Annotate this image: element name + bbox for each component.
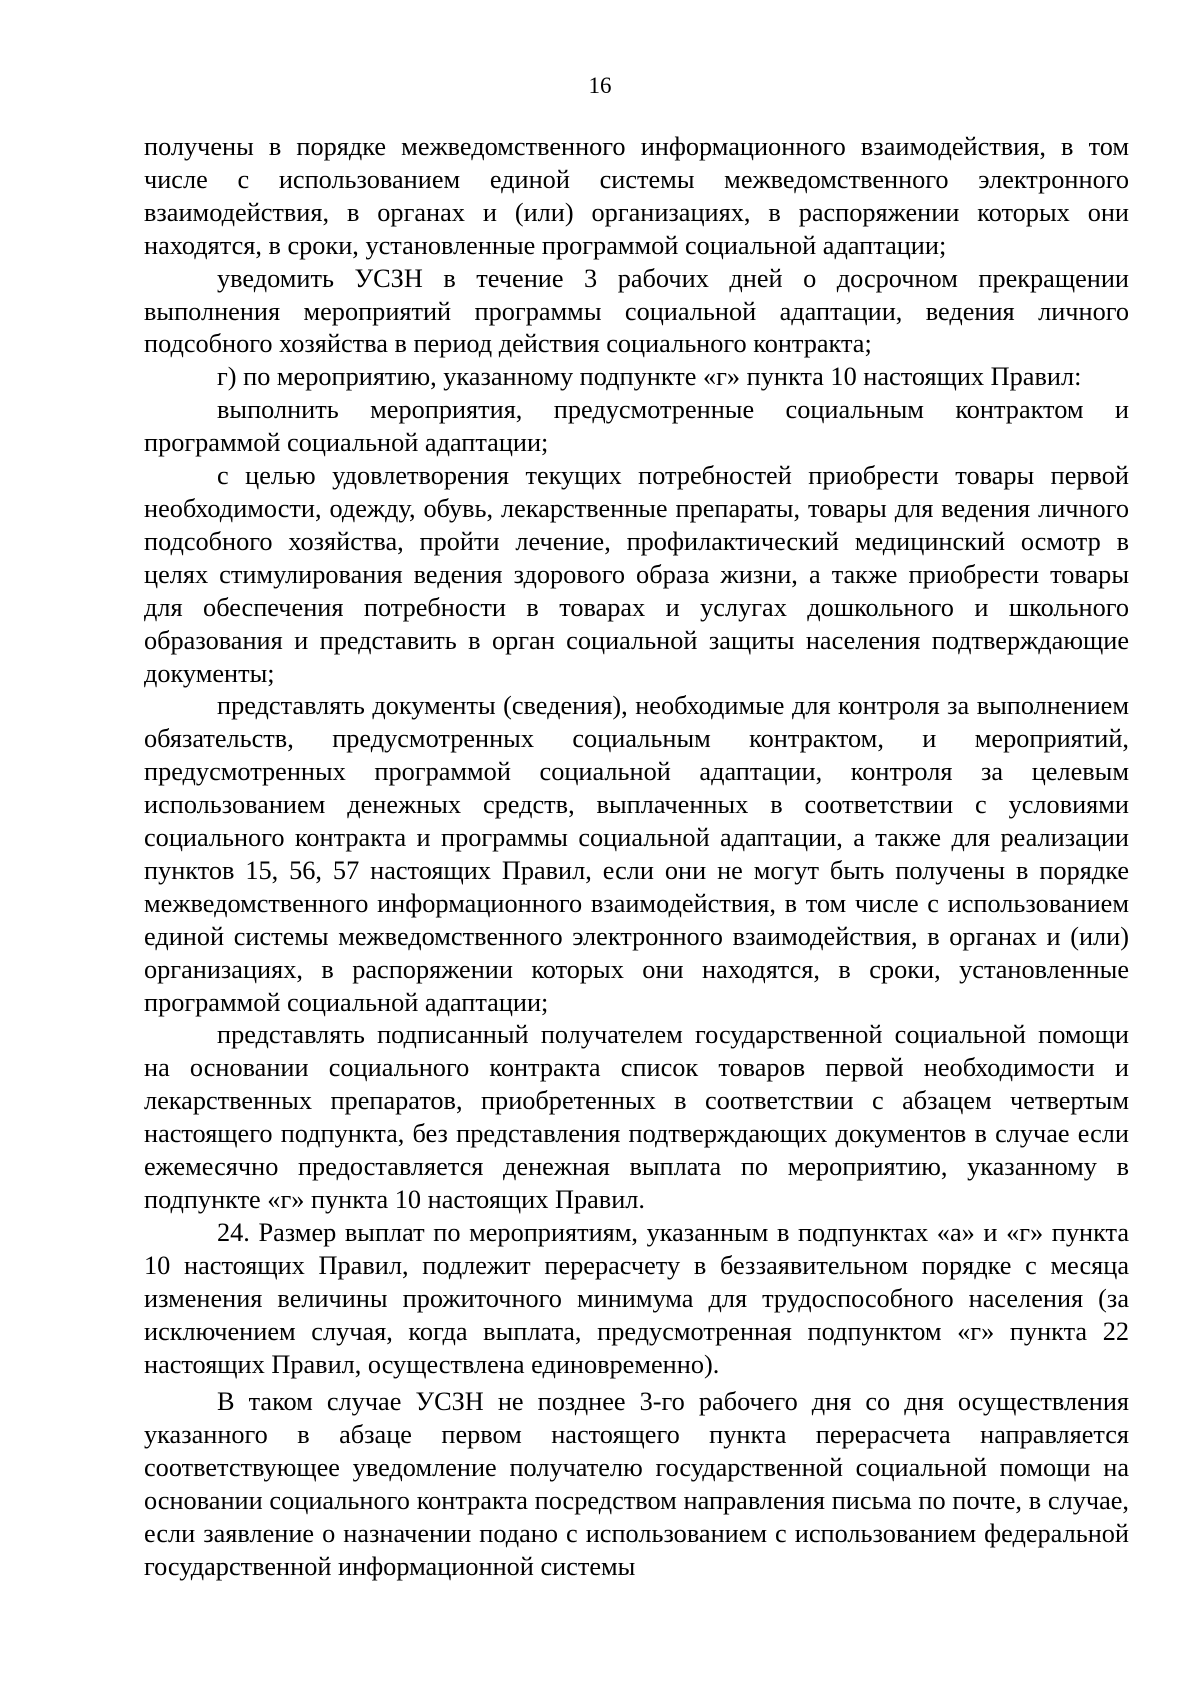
paragraph-purchase-goods: с целью удовлетворения текущих потребностей приобрести товары первой необходимости, одежду, обувь, лекарственные препараты, товары для ведения личного подсобного хозяйства, пройти лечение, профилактический медицинский осмотр в целях стимулирования ведения здорового образа жизни, а также приобрести товары для обеспечения потребности в товарах и услугах дошкольного и школьного образования и представить в орган социальной защиты населения подтверждающие документы; (144, 461, 1129, 688)
paragraph-signed-list: представлять подписанный получателем государственной социальной помощи на основании социального контракта список товаров первой необходимости и лекарственных препаратов, приобретенных в соответствии с абзацем четвертым настоящего подпункта, без представления подтверждающих документов в случае если ежемесячно предоставляется денежная выплата по мероприятию, указанному в подпункте «г» пункта 10 настоящих Правил. (144, 1020, 1129, 1214)
paragraph-notification: В таком случае УСЗН не позднее 3-го рабочего дня со дня осуществления указанного в абзаце первом настоящего пункта перерасчета направляется соответствующее уведомление получателю государственной социальной помощи на основании социального контракта посредством направления письма по почте, в случае, если заявление о назначении подано с использованием с использованием федеральной государственной информационной системы (144, 1387, 1129, 1581)
paragraph-item-24: 24. Размер выплат по мероприятиям, указанным в подпунктах «а» и «г» пункта 10 настоящих Правил, подлежит перерасчету в беззаявительном порядке с месяца изменения величины прожиточного минимума для трудоспособного населения (за исключением случая, когда выплата, предусмотренная подпунктом «г» пункта 22 настоящих Правил, осуществлена единовременно). (144, 1217, 1129, 1379)
paragraph-continuation: получены в порядке межведомственного информационного взаимодействия, в том числе с использованием единой системы межведомственного электронного взаимодействия, в органах и (или) организациях, в распоряжении которых они находятся, в сроки, установленные программой социальной адаптации; (144, 132, 1129, 260)
paragraph-submit-documents: представлять документы (сведения), необходимые для контроля за выполнением обязательств, предусмотренных социальным контрактом, и мероприятий, предусмотренных программой социальной адаптации, контроля за целевым использованием денежных средств, выплаченных в соответствии с условиями социального контракта и программы социальной адаптации, а также для реализации пунктов 15, 56, 57 настоящих Правил, если они не могут быть получены в порядке межведомственного информационного взаимодействия, в том числе с использованием единой системы межведомственного электронного взаимодействия, в органах и (или) организациях, в распоряжении которых они находятся, в сроки, установленные программой социальной адаптации; (144, 691, 1129, 1017)
paragraph-perform-measures: выполнить мероприятия, предусмотренные социальным контрактом и программой социальной адаптации; (144, 395, 1129, 458)
paragraph-notify-uszn: уведомить УСЗН в течение 3 рабочих дней о досрочном прекращении выполнения мероприятий программы социальной адаптации, ведения личного подсобного хозяйства в период действия социального контракта; (144, 263, 1129, 359)
paragraph-subitem-g: г) по мероприятию, указанному подпункте «г» пункта 10 настоящих Правил: (217, 362, 1082, 392)
page-number: 16 (588, 73, 612, 98)
document-body (144, 131, 1129, 1584)
